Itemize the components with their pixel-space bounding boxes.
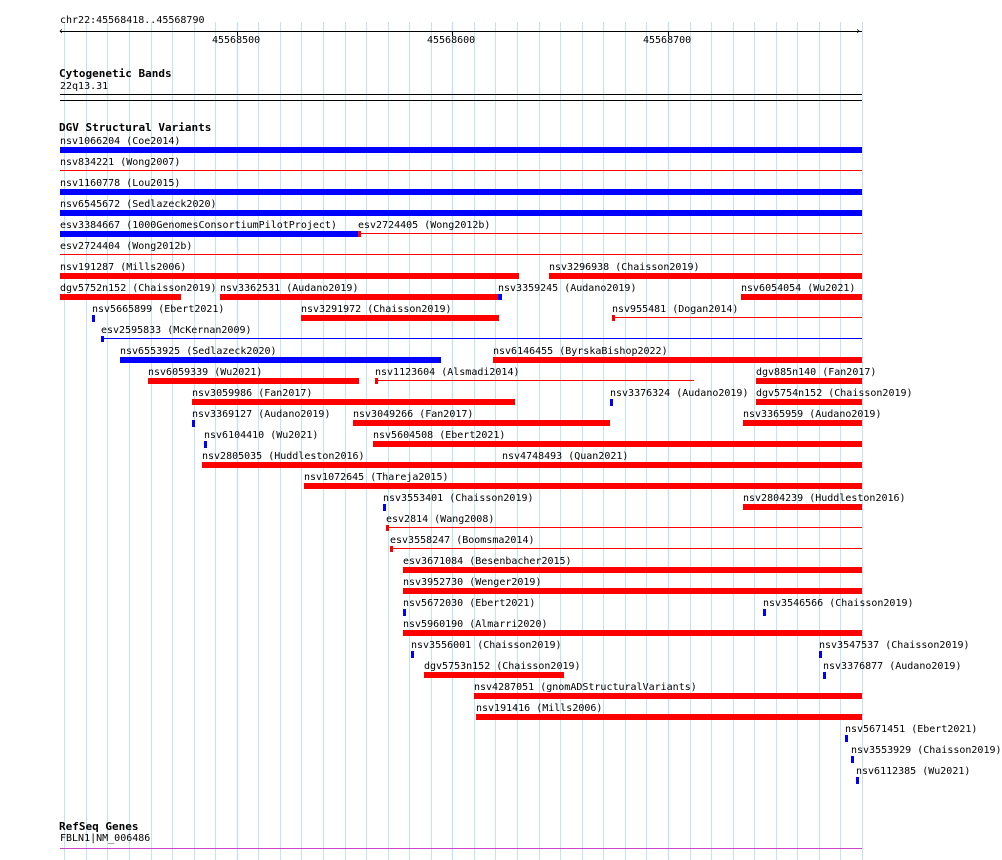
sv-label: nsv3365959 (Audano2019) bbox=[743, 409, 882, 420]
ruler-axis bbox=[60, 31, 862, 32]
sv-feature-glyph[interactable] bbox=[612, 317, 862, 318]
sv-label: esv3558247 (Boomsma2014) bbox=[390, 535, 535, 546]
sv-feature-glyph[interactable] bbox=[60, 170, 862, 171]
sv-feature-glyph[interactable] bbox=[549, 273, 862, 279]
sv-feature-glyph[interactable] bbox=[148, 378, 359, 384]
ruler-tick-label: 45568700 bbox=[643, 35, 692, 46]
sv-feature-glyph[interactable] bbox=[220, 294, 498, 300]
sv-feature-glyph[interactable] bbox=[383, 504, 386, 511]
sv-label: nsv6146455 (ByrskaBishop2022) bbox=[493, 346, 668, 357]
cytoband-track-title[interactable]: Cytogenetic Bands bbox=[59, 67, 172, 80]
sv-feature-glyph[interactable] bbox=[743, 504, 862, 510]
sv-feature-glyph[interactable] bbox=[358, 233, 862, 234]
sv-label: nsv955481 (Dogan2014) bbox=[612, 304, 739, 315]
sv-label: dgv5752n152 (Chaisson2019) bbox=[60, 283, 217, 294]
refseq-gene-glyph[interactable] bbox=[60, 848, 862, 849]
cytoband-label: 22q13.31 bbox=[60, 81, 109, 92]
sv-feature-glyph[interactable] bbox=[851, 756, 854, 763]
sv-feature-glyph[interactable] bbox=[498, 294, 502, 300]
sv-label: nsv1160778 (Lou2015) bbox=[60, 178, 181, 189]
sv-feature-glyph[interactable] bbox=[301, 315, 499, 321]
sv-feature-cap bbox=[101, 336, 104, 342]
sv-label: nsv6553925 (Sedlazeck2020) bbox=[120, 346, 277, 357]
sv-feature-glyph[interactable] bbox=[610, 399, 613, 406]
sv-label: esv2595833 (McKernan2009) bbox=[101, 325, 252, 336]
sv-feature-glyph[interactable] bbox=[192, 420, 195, 427]
sv-label: nsv5604508 (Ebert2021) bbox=[373, 430, 506, 441]
sv-feature-glyph[interactable] bbox=[120, 357, 441, 363]
sv-label: nsv5672030 (Ebert2021) bbox=[403, 598, 536, 609]
sv-feature-cap bbox=[358, 231, 361, 237]
sv-label: nsv3547537 (Chaisson2019) bbox=[819, 640, 970, 651]
sv-feature-glyph[interactable] bbox=[60, 231, 358, 237]
sv-label: nsv3376324 (Audano2019) bbox=[610, 388, 749, 399]
sv-feature-glyph[interactable] bbox=[493, 357, 862, 363]
sv-feature-cap bbox=[386, 525, 389, 531]
sv-label: nsv2805035 (Huddleston2016) bbox=[202, 451, 365, 462]
sv-label: nsv6054054 (Wu2021) bbox=[741, 283, 856, 294]
sv-label: dgv5753n152 (Chaisson2019) bbox=[424, 661, 581, 672]
sv-label: nsv191287 (Mills2006) bbox=[60, 262, 187, 273]
sv-feature-glyph[interactable] bbox=[353, 420, 610, 426]
sv-feature-glyph[interactable] bbox=[60, 147, 862, 153]
ruler-left-arrow-icon[interactable]: ‹ bbox=[58, 26, 65, 37]
sv-feature-glyph[interactable] bbox=[101, 338, 862, 339]
sv-feature-glyph[interactable] bbox=[823, 672, 826, 679]
sv-feature-glyph[interactable] bbox=[375, 380, 694, 381]
sv-feature-glyph[interactable] bbox=[60, 294, 181, 300]
sv-feature-glyph[interactable] bbox=[474, 693, 862, 699]
sv-label: esv3384667 (1000GenomesConsortiumPilotProject) bbox=[60, 220, 337, 231]
sv-label: nsv5960190 (Almarri2020) bbox=[403, 619, 548, 630]
sv-label: nsv3296938 (Chaisson2019) bbox=[549, 262, 700, 273]
sv-label: nsv3291972 (Chaisson2019) bbox=[301, 304, 452, 315]
sv-label: nsv3952730 (Wenger2019) bbox=[403, 577, 542, 588]
sv-label: nsv1072645 (Thareja2015) bbox=[304, 472, 449, 483]
sv-feature-glyph[interactable] bbox=[743, 420, 862, 426]
sv-label: nsv834221 (Wong2007) bbox=[60, 157, 181, 168]
sv-feature-glyph[interactable] bbox=[756, 378, 862, 384]
sv-feature-glyph[interactable] bbox=[411, 651, 414, 658]
sv-feature-glyph[interactable] bbox=[819, 651, 822, 658]
sv-feature-glyph[interactable] bbox=[192, 399, 515, 405]
sv-label: nsv5665899 (Ebert2021) bbox=[92, 304, 225, 315]
sv-feature-glyph[interactable] bbox=[60, 273, 519, 279]
sv-label: nsv6059339 (Wu2021) bbox=[148, 367, 263, 378]
ruler-right-arrow-icon[interactable]: › bbox=[855, 26, 862, 37]
sv-feature-glyph[interactable] bbox=[741, 294, 862, 300]
sv-label: nsv3553929 (Chaisson2019) bbox=[851, 745, 1002, 756]
sv-feature-glyph[interactable] bbox=[373, 441, 862, 447]
ruler-range-label: chr22:45568418..45568790 bbox=[60, 15, 205, 26]
sv-feature-glyph[interactable] bbox=[756, 399, 862, 405]
sv-label: nsv3059986 (Fan2017) bbox=[192, 388, 313, 399]
sv-label: nsv3362531 (Audano2019) bbox=[220, 283, 359, 294]
sv-feature-glyph[interactable] bbox=[304, 483, 862, 489]
sv-feature-cap bbox=[612, 315, 615, 321]
sv-feature-glyph[interactable] bbox=[424, 672, 564, 678]
ruler-tick-label: 45568600 bbox=[427, 35, 476, 46]
sv-label: nsv3049266 (Fan2017) bbox=[353, 409, 474, 420]
sv-label: nsv3546566 (Chaisson2019) bbox=[763, 598, 914, 609]
sv-label: esv2724404 (Wong2012b) bbox=[60, 241, 193, 252]
sv-label: esv3671084 (Besenbacher2015) bbox=[403, 556, 572, 567]
sv-label: dgv885n140 (Fan2017) bbox=[756, 367, 877, 378]
sv-label: dgv5754n152 (Chaisson2019) bbox=[756, 388, 913, 399]
sv-label: esv2814 (Wang2008) bbox=[386, 514, 495, 525]
sv-feature-cap bbox=[390, 546, 393, 552]
sv-label: nsv1066204 (Coe2014) bbox=[60, 136, 181, 147]
sv-feature-glyph[interactable] bbox=[856, 777, 859, 784]
sv-feature-glyph[interactable] bbox=[763, 609, 766, 616]
sv-feature-glyph[interactable] bbox=[403, 630, 862, 636]
sv-label: nsv3556001 (Chaisson2019) bbox=[411, 640, 562, 651]
sv-feature-glyph[interactable] bbox=[60, 189, 862, 195]
sv-label: nsv5671451 (Ebert2021) bbox=[845, 724, 978, 735]
sv-feature-glyph[interactable] bbox=[502, 462, 862, 468]
sv-feature-glyph[interactable] bbox=[60, 210, 862, 216]
track-divider bbox=[60, 100, 862, 101]
refseq-track-title[interactable]: RefSeq Genes bbox=[59, 820, 139, 833]
sv-label: nsv6545672 (Sedlazeck2020) bbox=[60, 199, 217, 210]
sv-label: nsv4748493 (Quan2021) bbox=[502, 451, 629, 462]
sv-label: nsv3376877 (Audano2019) bbox=[823, 661, 962, 672]
sv-label: nsv3553401 (Chaisson2019) bbox=[383, 493, 534, 504]
refseq-gene-label: FBLN1|NM_006486 bbox=[60, 833, 151, 844]
dgv-track-title[interactable]: DGV Structural Variants bbox=[59, 121, 212, 134]
sv-feature-glyph[interactable] bbox=[386, 527, 862, 528]
cytoband-glyph[interactable] bbox=[60, 94, 862, 95]
sv-label: nsv191416 (Mills2006) bbox=[476, 703, 603, 714]
sv-label: nsv6112385 (Wu2021) bbox=[856, 766, 971, 777]
sv-feature-glyph[interactable] bbox=[403, 567, 862, 573]
sv-feature-cap bbox=[375, 378, 378, 384]
sv-feature-glyph[interactable] bbox=[476, 714, 862, 720]
sv-feature-glyph[interactable] bbox=[202, 462, 502, 468]
sv-label: nsv2804239 (Huddleston2016) bbox=[743, 493, 906, 504]
sv-feature-glyph[interactable] bbox=[92, 315, 95, 322]
ruler-tick-label: 45568500 bbox=[212, 35, 261, 46]
sv-label: nsv3369127 (Audano2019) bbox=[192, 409, 331, 420]
sv-feature-glyph[interactable] bbox=[60, 254, 862, 255]
sv-feature-glyph[interactable] bbox=[403, 588, 862, 594]
sv-label: esv2724405 (Wong2012b) bbox=[358, 220, 491, 231]
sv-feature-glyph[interactable] bbox=[204, 441, 207, 448]
sv-feature-glyph[interactable] bbox=[403, 609, 406, 616]
sv-label: nsv4287051 (gnomADStructuralVariants) bbox=[474, 682, 697, 693]
sv-label: nsv3359245 (Audano2019) bbox=[498, 283, 637, 294]
sv-label: nsv1123604 (Alsmadi2014) bbox=[375, 367, 520, 378]
sv-label: nsv6104410 (Wu2021) bbox=[204, 430, 319, 441]
sv-feature-glyph[interactable] bbox=[845, 735, 848, 742]
sv-feature-glyph[interactable] bbox=[390, 548, 862, 549]
